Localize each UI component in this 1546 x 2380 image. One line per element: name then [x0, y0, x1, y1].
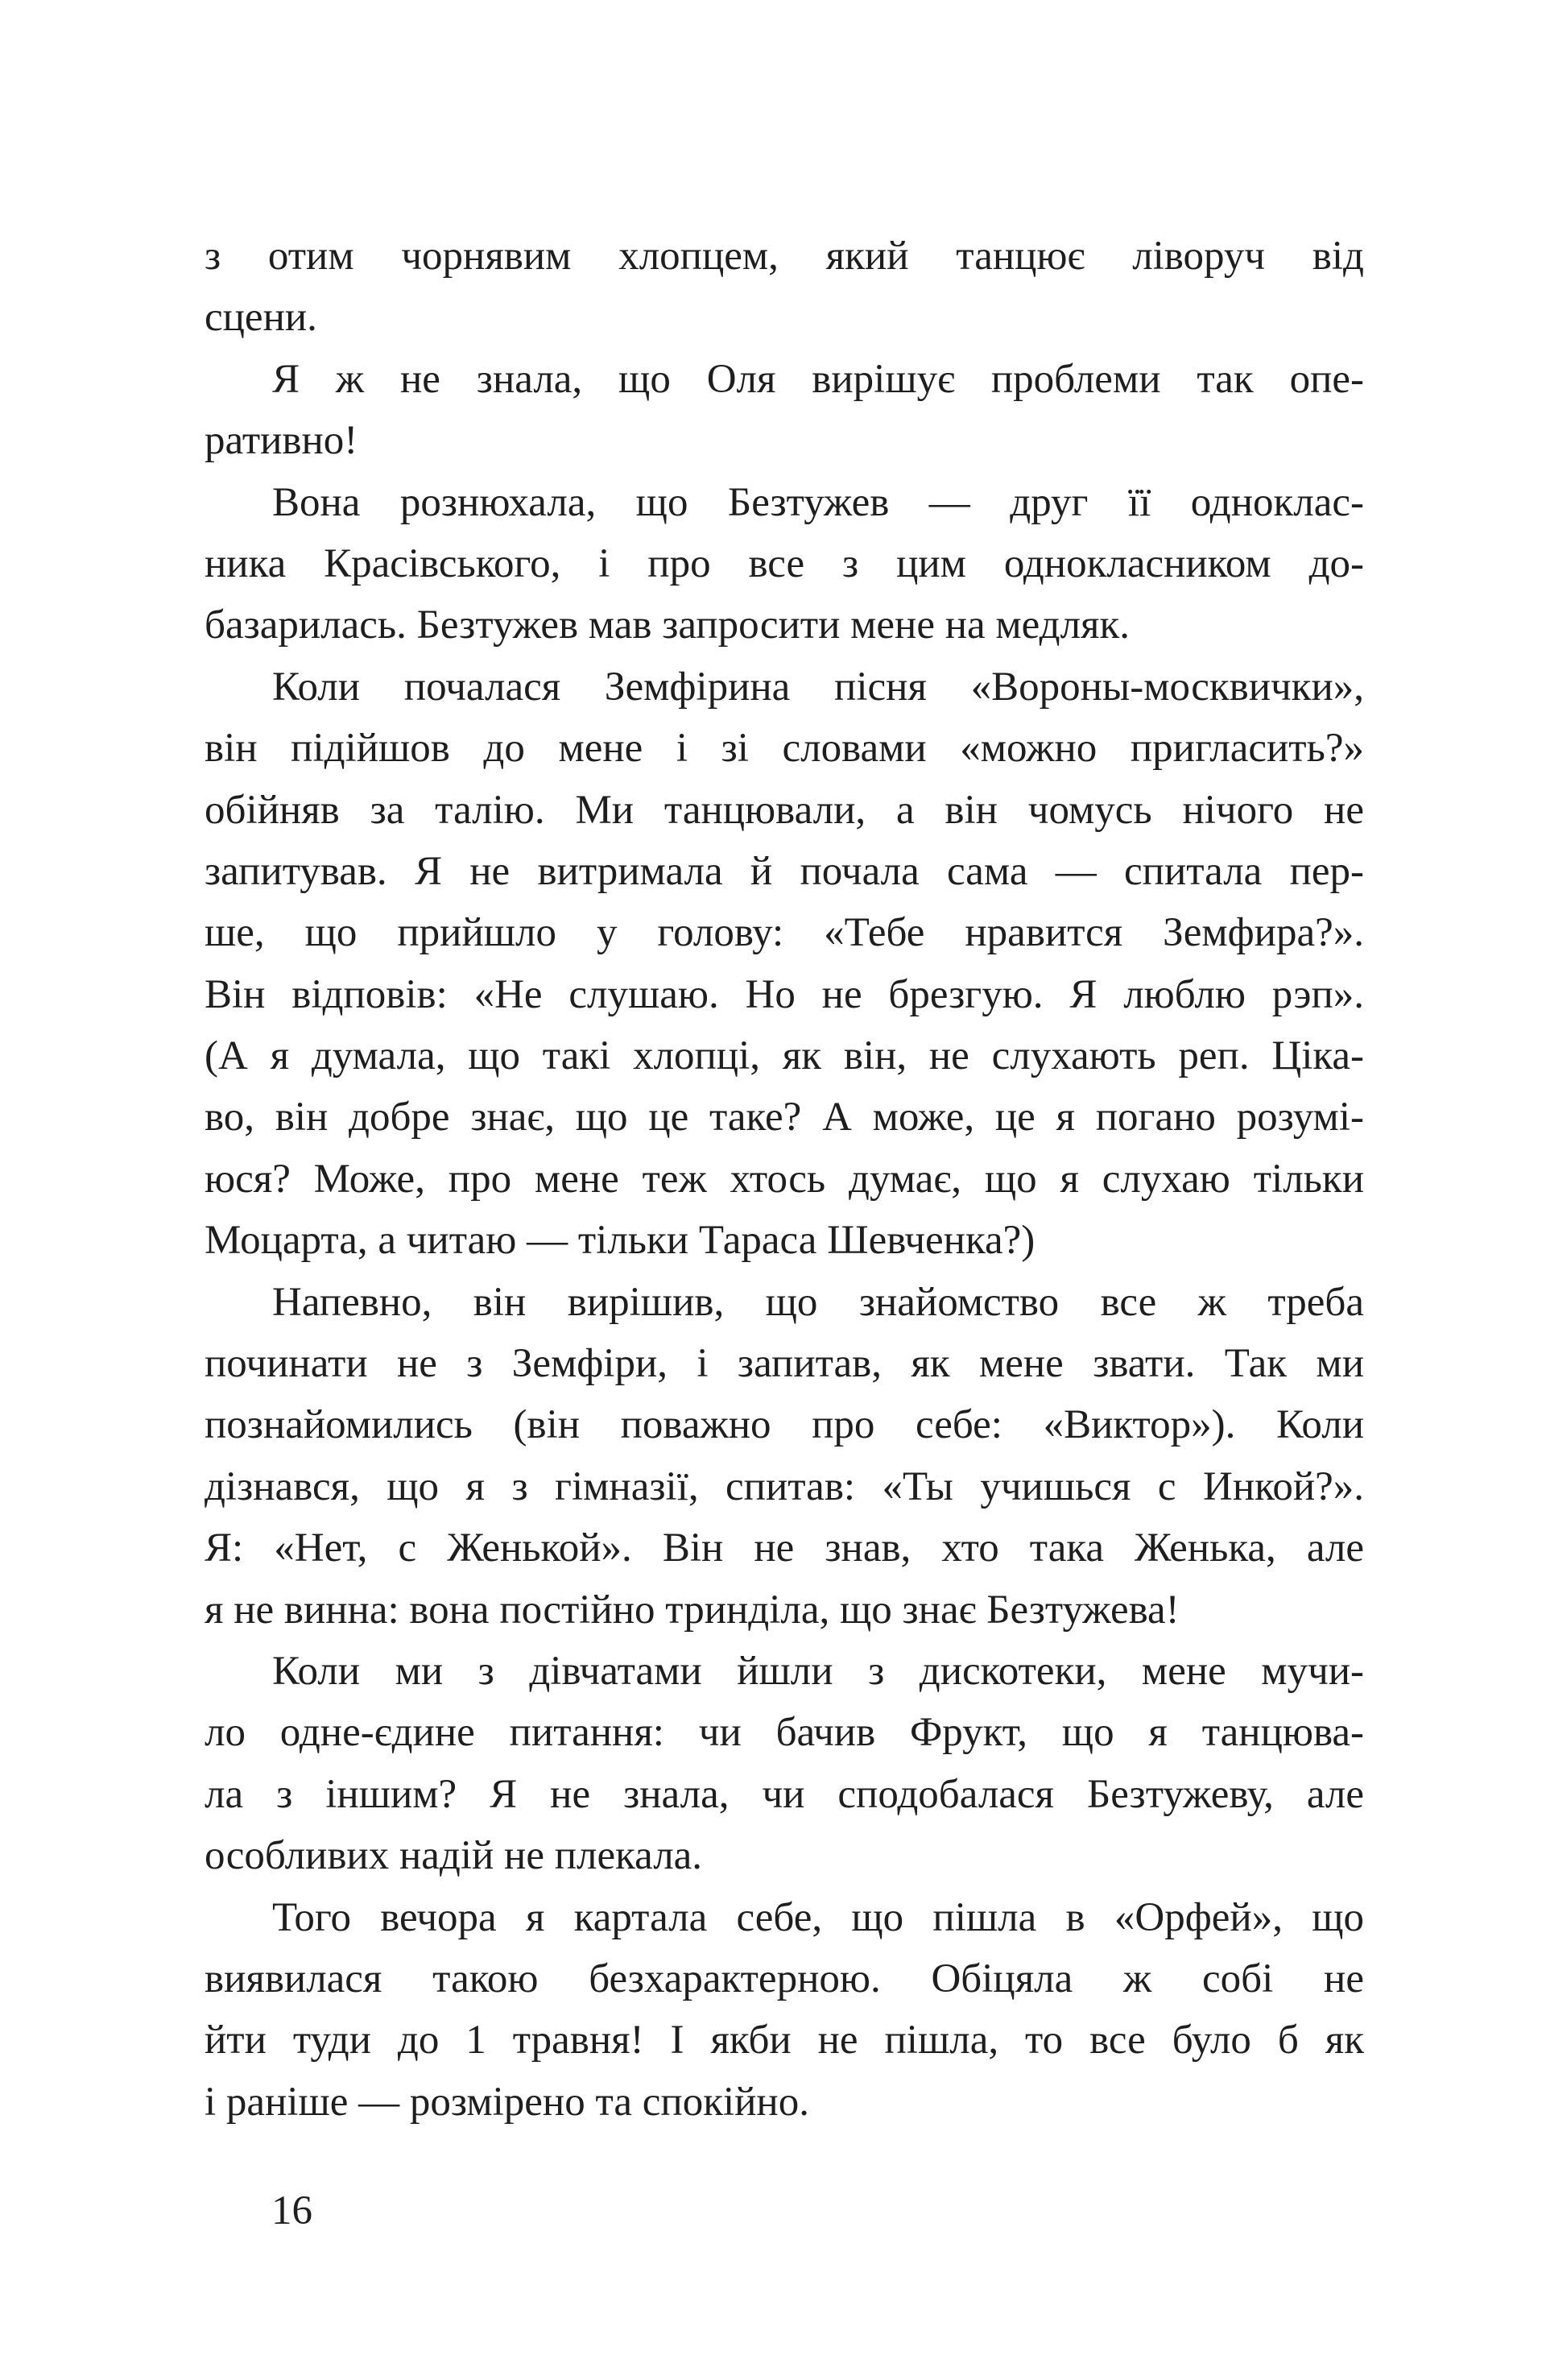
text-line: во, він добре знає, що це таке? А може, це я погано розумі-: [205, 1095, 1364, 1140]
text-line: дізнався, що я з гімназії, спитав: «Ты учишься с Инкой?».: [205, 1463, 1364, 1509]
text-line: він підійшов до мене і зі словами «можно пригласить?»: [205, 726, 1364, 772]
page-number: 16: [271, 2188, 312, 2233]
text-line: особливих надій не плекала.: [205, 1833, 703, 1879]
text-line: ративно!: [205, 418, 358, 464]
text-line: ше, що прийшло у голову: «Тебе нравится Земфира?».: [205, 910, 1364, 956]
text-line: я не винна: вона постійно тринділа, що знає Безтужева!: [205, 1587, 1180, 1633]
text-line: сцени.: [205, 295, 317, 341]
text-line: ла з іншим? Я не знала, чи сподобалася Безтужеву, але: [205, 1771, 1364, 1817]
text-line: познайомились (він поважно про себе: «Виктор»). Коли: [205, 1402, 1364, 1448]
text-line: виявилася такою безхарактерною. Обіцяла ж собі не: [205, 1956, 1364, 2001]
text-line: Вона рознюхала, що Безтужев — друг її однoклас-: [272, 479, 1364, 525]
text-line: Я ж не знала, що Оля вирішує проблеми так опе-: [272, 356, 1364, 402]
text-line: Коли почалася Земфірина пісня «Вороны-москвички»,: [272, 664, 1364, 710]
text-line: обійняв за талію. Ми танцювали, а він чомусь нічого не: [205, 787, 1364, 833]
text-line: ника Красівського, і про все з цим однокласником до-: [205, 540, 1364, 586]
text-line: запитував. Я не витримала й почала сама — спитала пер-: [205, 848, 1364, 894]
text-line: (А я думала, що такі хлопці, як він, не слухають реп. Ціка-: [205, 1033, 1364, 1079]
text-line: Коли ми з дівчатами йшли з дискотеки, мене мучи-: [272, 1648, 1364, 1694]
text-line: Напевно, він вирішив, що знайомство все ж треба: [272, 1279, 1364, 1325]
text-line: з отим чорнявим хлопцем, який танцює ліворуч від: [205, 234, 1364, 279]
text-line: йти туди до 1 травня! І якби не пішла, то все було б як: [205, 2018, 1364, 2063]
text-line: ло одне-єдине питання: чи бачив Фрукт, що я танцюва-: [205, 1710, 1364, 1756]
text-line: Моцарта, а читаю — тільки Тараса Шевченка?): [205, 1218, 1035, 1264]
text-line: юся? Може, про мене теж хтось думає, що я слухаю тільки: [205, 1156, 1364, 1202]
text-line: і раніше — розмірено та спокійно.: [205, 2079, 809, 2125]
text-line: Я: «Нет, с Женькой». Він не знав, хто така Женька, але: [205, 1525, 1364, 1571]
text-line: Він відповів: «Не слушаю. Но не брезгую. Я люблю рэп».: [205, 971, 1364, 1017]
text-line: починати не з Земфіри, і запитав, як мене звати. Так ми: [205, 1341, 1364, 1387]
text-line: базарилась. Безтужев мав запросити мене на медляк.: [205, 602, 1131, 648]
page-text-block: [205, 226, 1364, 2133]
text-line: Того вечора я картала себе, що пішла в «Орфей», що: [272, 1894, 1364, 1940]
